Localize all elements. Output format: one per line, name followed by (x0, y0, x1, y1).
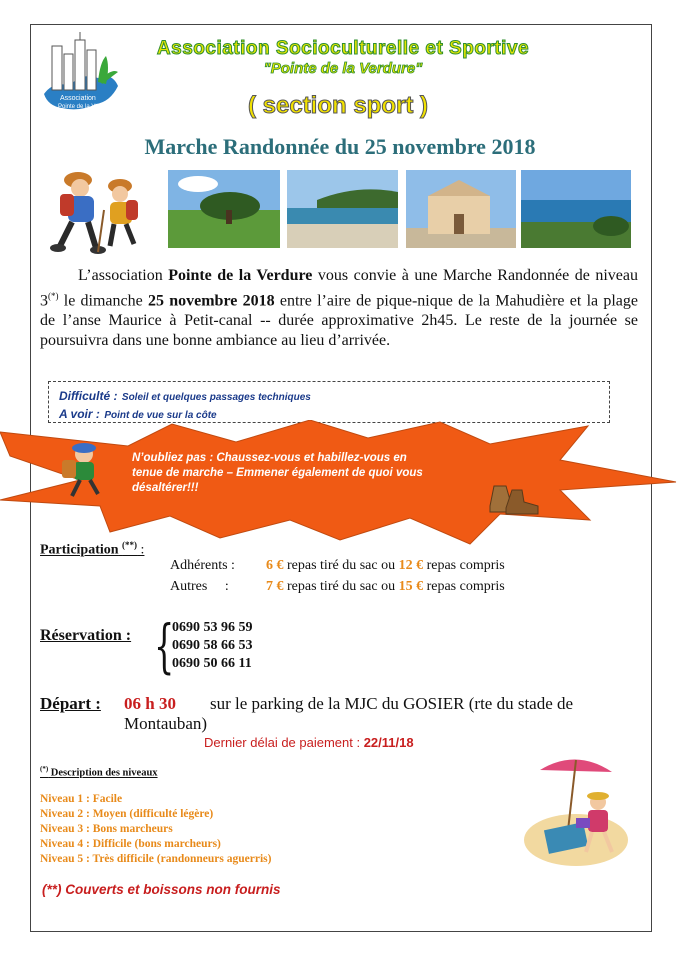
departure-location: sur le parking de la MJC du GOSIER (rte du stade de (210, 694, 574, 713)
departure-location-cont: Montauban) (124, 714, 208, 733)
phone-number-1[interactable]: 0690 53 96 59 (172, 620, 253, 635)
price-members-meal: 12 € (398, 558, 424, 573)
logo-text-name: Pointe de la Verdure (58, 104, 113, 110)
price-row-others: Autres : 7 € repas tiré du sac ou 15 € repas compris (170, 579, 505, 594)
level-item: Niveau 4 : Difficile (bons marcheurs) (40, 838, 221, 850)
level-item: Niveau 2 : Moyen (difficulté légère) (40, 808, 214, 820)
reminder-text: N’oubliez pas : Chaussez-vous et habillez-vous en tenue de marche – Emmener également de quoi vous désaltérer!!! (132, 452, 423, 494)
event-title: Marche Randonnée du 25 novembre 2018 (144, 134, 536, 159)
reservation-label: Réservation : (40, 627, 132, 644)
see-value: Point de vue sur la côte (104, 410, 217, 421)
section-label: ( section sport ) (247, 92, 428, 119)
organization-name: Association Socioculturelle et Sportive (156, 38, 530, 59)
level-item: Niveau 3 : Bons marcheurs (40, 823, 173, 835)
payment-deadline: Dernier délai de paiement : 22/11/18 (204, 735, 414, 750)
photo-beach-cove (287, 170, 398, 248)
organization-name-inline: Pointe de la Verdure (168, 267, 313, 284)
difficulty-value: Soleil et quelques passages techniques (121, 392, 311, 403)
level-item: Niveau 1 : Facile (40, 793, 123, 805)
phone-number-2[interactable]: 0690 58 66 53 (172, 638, 253, 653)
photo-chapel (406, 170, 516, 248)
price-row-members: Adhérents : 6 € repas tiré du sac ou 12 € repas compris (170, 558, 505, 573)
difficulty-label: Difficulté : (59, 389, 118, 403)
deadline-date: 22/11/18 (363, 735, 414, 750)
price-others-meal: 15 € (398, 579, 424, 594)
participation-label: Participation (**) : (40, 540, 145, 558)
event-date: 25 novembre 2018 (147, 292, 275, 310)
phone-number-3[interactable]: 0690 50 66 11 (172, 656, 252, 671)
see-label: A voir : (59, 407, 100, 421)
hiker-cartoon-icon (54, 440, 116, 498)
beach-reader-illustration (516, 752, 638, 872)
levels-title: (*) Description des niveaux (40, 765, 158, 779)
price-members-bag: 6 € (266, 558, 284, 573)
departure-label: Départ : (40, 694, 101, 713)
logo-text-association: Association (60, 95, 96, 102)
price-others-bag: 7 € (266, 579, 284, 594)
organization-subtitle: "Pointe de la Verdure" (263, 60, 423, 77)
level-item: Niveau 5 : Très difficile (randonneurs aguerris) (40, 853, 272, 865)
footer-note: (**) Couverts et boissons non fournis (42, 882, 281, 897)
hikers-illustration (38, 160, 148, 256)
photo-tree-meadow (168, 170, 280, 248)
departure-time: 06 h 30 (124, 694, 176, 713)
info-box (48, 381, 610, 423)
intro-paragraph: L’association Pointe de la Verdure vous convie à une Marche Randonnée de niveau 3(*) le dimanche 25 novembre 2018 entre l’aire de pique-nique de la Mahudière et la plage de l’anse Maurice à Petit-canal -- durée approximative 2h45. Le reste de la journée se poursuivra dans une bonne ambiance au lieu d’arrivée. (40, 267, 639, 350)
phone-brace: { (154, 612, 175, 680)
photo-coast-view (521, 170, 631, 248)
